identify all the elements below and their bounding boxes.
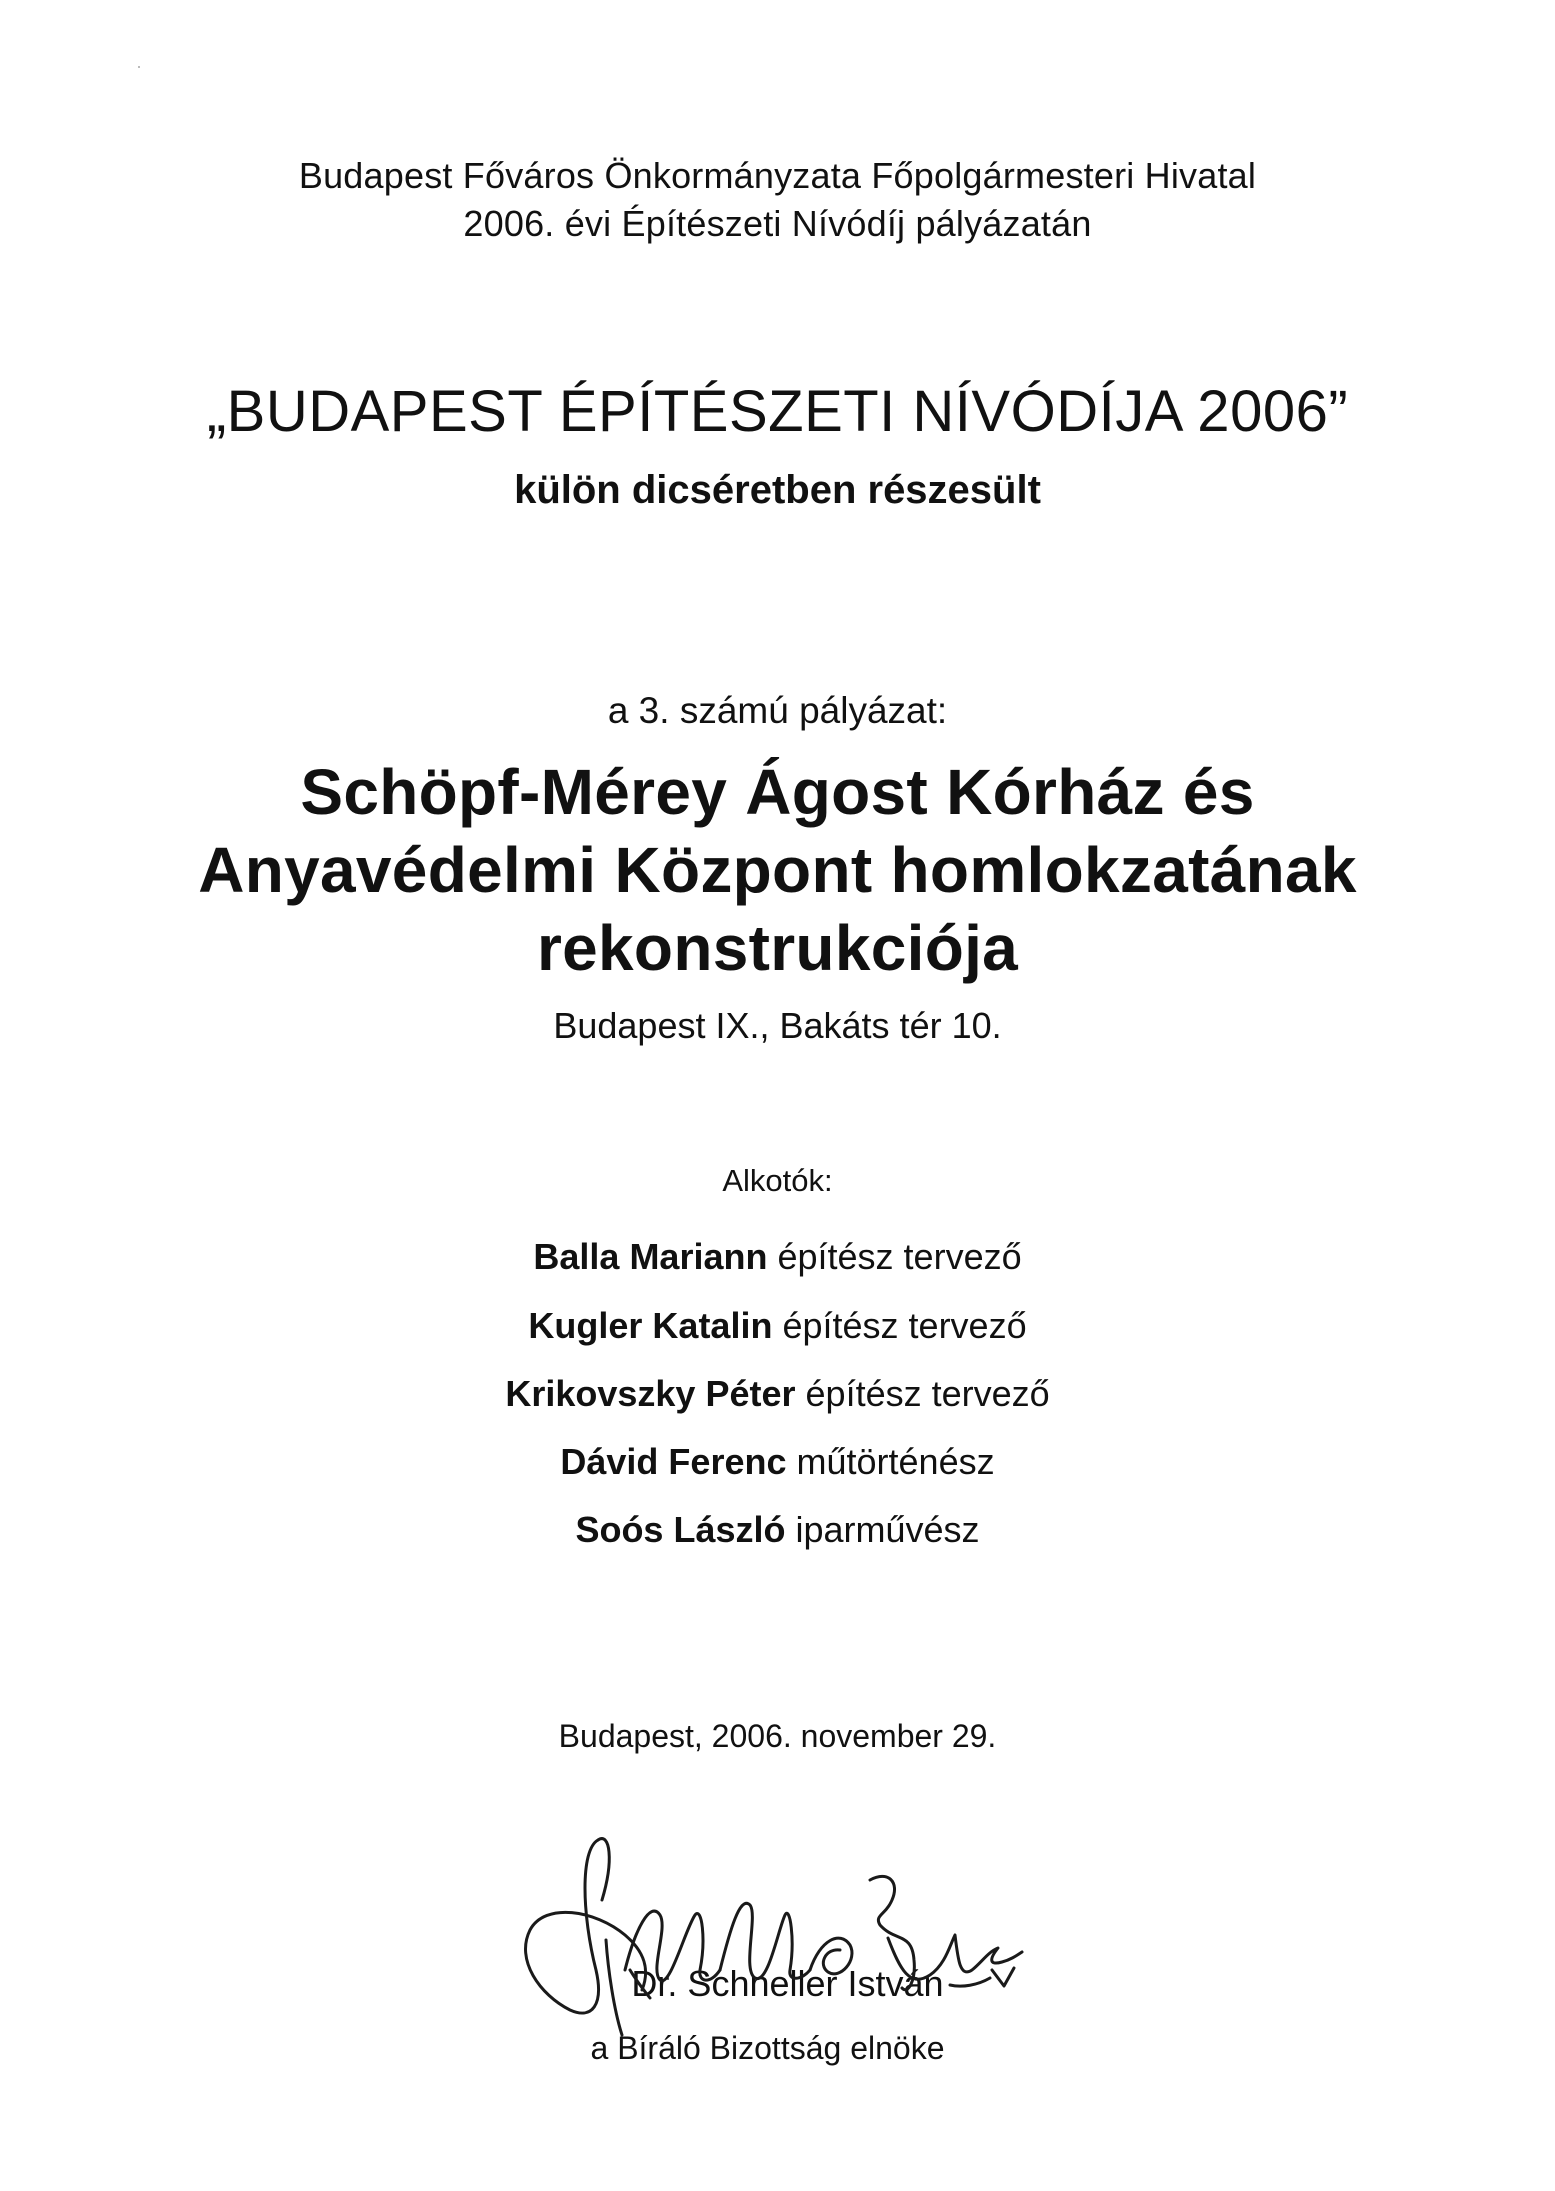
creator-role: építész tervező [805,1373,1050,1414]
project-address: Budapest IX., Bakáts tér 10. [553,1005,1002,1046]
creator-name: Kugler Katalin [528,1305,773,1346]
creator-role: iparművész [795,1509,980,1550]
creator-name: Balla Mariann [533,1236,768,1277]
creator-role: építész tervező [782,1305,1027,1346]
creator-entry [0,1441,1555,1483]
entry-label: a 3. számú pályázat: [607,690,948,731]
project-title-line-3: rekonstrukciója [536,912,1019,984]
creator-entry [0,1509,1555,1551]
creator-name: Soós László [575,1509,786,1550]
creator-name: Dávid Ferenc [560,1441,787,1482]
creator-entry [0,1373,1555,1415]
project-title-line-2: Anyavédelmi Központ homlokzatának [198,834,1357,906]
signatory-role: a Bíráló Bizottság elnöke [590,2030,945,2066]
creator-role: építész tervező [777,1236,1022,1277]
issuer-line-1: Budapest Főváros Önkormányzata Főpolgármesteri Hivatal [298,155,1257,196]
project-title-line-1: Schöpf-Mérey Ágost Kórház és [300,756,1255,828]
creators-label: Alkotók: [722,1163,833,1198]
scan-speck [138,66,140,68]
award-title: „BUDAPEST ÉPÍTÉSZETI NÍVÓDÍJA 2006” [206,379,1349,444]
signatory-name: Dr. Schneller István [631,1963,944,2004]
issue-date: Budapest, 2006. november 29. [558,1718,997,1754]
award-subtitle: külön dicséretben részesült [514,468,1041,512]
handwritten-signature [510,1820,1030,2050]
creator-entry [0,1305,1555,1347]
creator-role: műtörténész [796,1441,995,1482]
creator-entry [0,1236,1555,1278]
issuer-line-2: 2006. évi Építészeti Nívódíj pályázatán [463,203,1092,244]
creator-name: Krikovszky Péter [505,1373,796,1414]
